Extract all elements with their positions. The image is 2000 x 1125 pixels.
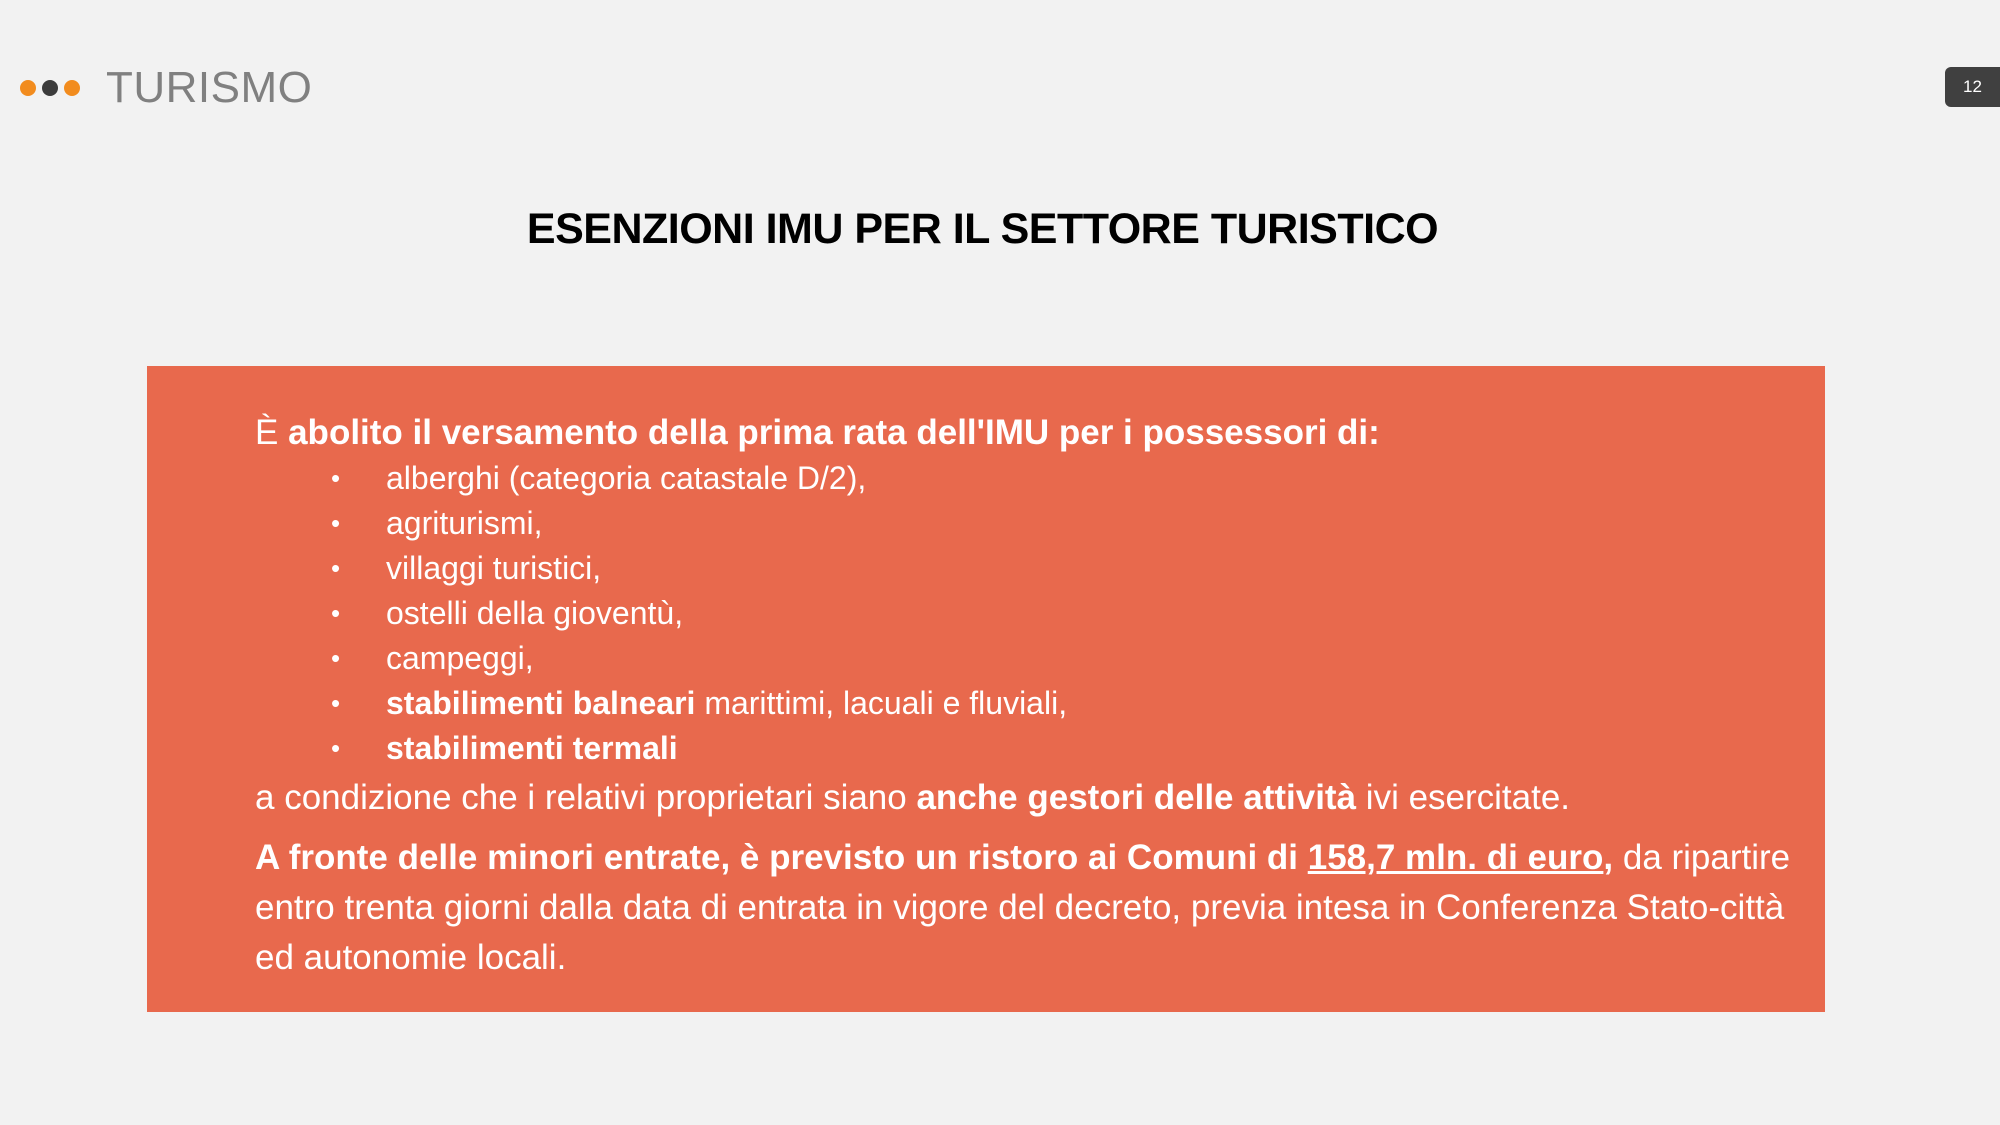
list-item xyxy=(331,681,1825,726)
list-item-text: campeggi, xyxy=(386,640,534,676)
bullet-list xyxy=(255,456,1825,771)
condition-prefix: a condizione che i relativi proprietari siano xyxy=(255,778,917,817)
intro-paragraph xyxy=(255,410,1825,456)
section-title: TURISMO xyxy=(106,63,313,112)
list-item-bold: stabilimenti balneari xyxy=(386,685,696,721)
bullet-icon: • xyxy=(331,688,341,718)
funding-bold: A fronte delle minori entrate, è previsto un ristoro ai Comuni di xyxy=(255,838,1308,877)
bullet-icon: • xyxy=(331,508,341,538)
funding-amount: 158,7 mln. di euro xyxy=(1307,838,1604,877)
dot-orange-icon xyxy=(20,80,36,96)
list-item-text: alberghi (categoria catastale D/2), xyxy=(386,460,867,496)
list-item-text: villaggi turistici, xyxy=(386,550,602,586)
list-item xyxy=(331,501,1825,546)
section-header xyxy=(20,58,312,118)
condition-suffix: ivi esercitate. xyxy=(1356,778,1571,817)
bullet-icon: • xyxy=(331,733,341,763)
list-item-bold: stabilimenti termali xyxy=(386,730,678,766)
dot-dark-icon xyxy=(42,80,58,96)
list-item-text: agriturismi, xyxy=(386,505,543,541)
list-item xyxy=(331,546,1825,591)
condition-bold: anche gestori delle attività xyxy=(916,778,1357,817)
page-number-badge: 12 xyxy=(1945,67,2000,107)
bullet-icon: • xyxy=(331,598,341,628)
list-item xyxy=(331,456,1825,501)
bullet-icon: • xyxy=(331,463,341,493)
funding-comma: , xyxy=(1603,838,1614,877)
funding-text: da ripartire entro trenta giorni dalla data di entrata in vigore del decreto, previa intesa in Conferenza Stato-città ed autonomie locali. xyxy=(255,838,1791,977)
list-item xyxy=(331,726,1825,771)
content-box xyxy=(147,366,1825,1012)
bullet-icon: • xyxy=(331,553,341,583)
intro-bold: abolito il versamento della prima rata dell'IMU per i possessori di: xyxy=(288,413,1380,452)
list-item-text: ostelli della gioventù, xyxy=(386,595,684,631)
slide-title: ESENZIONI IMU PER IL SETTORE TURISTICO xyxy=(526,205,1439,253)
bullet-icon: • xyxy=(331,643,341,673)
list-item-text: marittimi, lacuali e fluviali, xyxy=(695,685,1068,721)
intro-prefix: È xyxy=(255,413,279,452)
condition-paragraph xyxy=(255,775,1825,821)
dot-orange-icon xyxy=(64,80,80,96)
list-item xyxy=(331,636,1825,681)
dots-icon xyxy=(20,80,86,96)
funding-paragraph xyxy=(255,833,1825,983)
list-item xyxy=(331,591,1825,636)
